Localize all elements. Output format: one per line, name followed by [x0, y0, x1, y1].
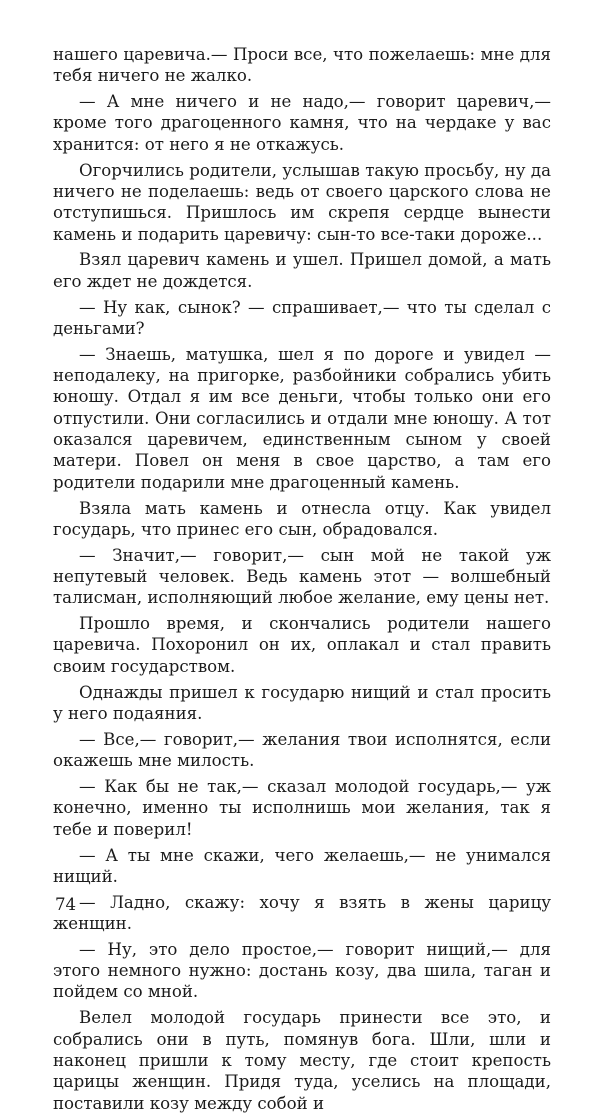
paragraph: Велел молодой государь принести все это, и собрались они в путь, помянув бога. Шли, шли и наконец пришли к тому месту, где стоит крепость царицы женщин. Придя туда, уселись на площади, поставили козу между собой и	[53, 1008, 551, 1113]
paragraph: — Ну как, сынок? — спрашивает,— что ты сделал с деньгами?	[53, 297, 551, 338]
paragraph: Прошло время, и скончались родители нашего царевича. Похоронил он их, оплакал и стал править своим государством.	[53, 614, 551, 676]
page-number: 74	[55, 895, 77, 914]
paragraph: Огорчились родители, услышав такую просьбу, ну да ничего не поделаешь: ведь от своего царского слова не отступишься. Пришлось им скрепя сердце вынести камень и подарить царевичу: сын-то все-таки дороже...	[53, 160, 551, 244]
paragraph: — Все,— говорит,— желания твои исполнятся, если окажешь мне милость.	[53, 729, 551, 771]
paragraph: Взяла мать камень и отнесла отцу. Как увидел государь, что принес его сын, обрадовался.	[53, 498, 551, 539]
paragraph: — А ты мне скажи, чего желаешь,— не унимался нищий.	[53, 845, 551, 886]
paragraph: Однажды пришел к государю нищий и стал просить у него подаяния.	[53, 682, 551, 723]
paragraph: нашего царевича.— Проси все, что пожелаешь: мне для тебя ничего не жалко.	[53, 45, 551, 86]
paragraph: — Ну, это дело простое,— говорит нищий,— для этого немного нужно: достань козу, два шила, таган и пойдем со мной.	[53, 939, 551, 1002]
paragraph: — Как бы не так,— сказал молодой государь,— уж конечно, именно ты исполнишь мои желания, так я тебе и поверил!	[53, 777, 551, 839]
paragraph: Взял царевич камень и ушел. Пришел домой, а мать его ждет не дождется.	[53, 250, 551, 291]
paragraph: — Значит,— говорит,— сын мой не такой уж непутевый человек. Ведь камень этот — волшебный талисман, исполняющий любое желание, ему цены нет.	[53, 545, 551, 608]
page-body	[53, 44, 551, 1118]
paragraph: — А мне ничего и не надо,— говорит царевич,— кроме того драгоценного камня, что на чердаке у вас хранится: от него я не откажусь.	[53, 92, 551, 154]
paragraph: — Знаешь, матушка, шел я по дороге и увидел — неподалеку, на пригорке, разбойники собрались убить юношу. Отдал я им все деньги, чтобы только они его отпустили. Они согласились и отдали мне юношу. А тот оказался царевичем, единственным сыном у своей матери. Повел он меня в свое царство, а там его родители подарили мне драгоценный камень.	[53, 344, 551, 492]
paragraph: — Ладно, скажу: хочу я взять в жены царицу женщин.	[53, 892, 551, 933]
